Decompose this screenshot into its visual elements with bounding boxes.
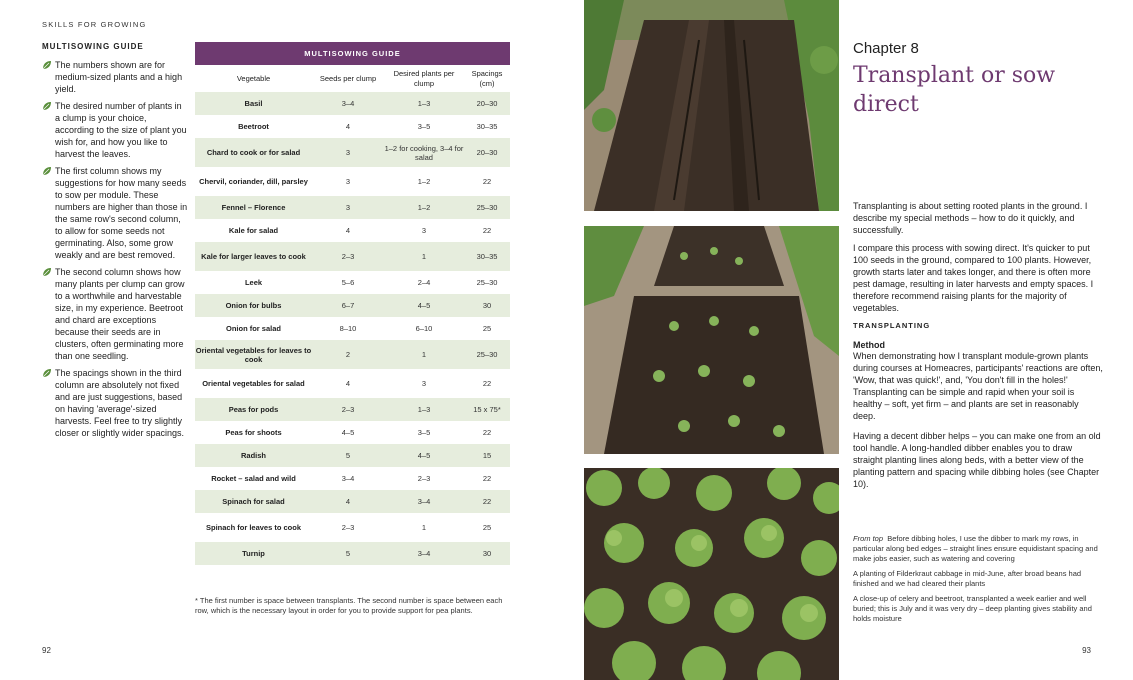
- table: [195, 65, 510, 565]
- caption-text: Before dibbing holes, I use the dibber to mark my rows, in particular along bed edges – straight lines ensure equidistant spacing and make jobs easier, such as watering and covering: [853, 534, 1098, 563]
- cell-vegetable: Oriental vegetables for leaves to cook: [195, 340, 312, 369]
- cell-plants: 3: [421, 379, 427, 388]
- guide-heading: MULTISOWING GUIDE: [42, 42, 144, 51]
- cell-plants: 1: [421, 523, 427, 532]
- running-head: SKILLS FOR GROWING: [42, 20, 147, 29]
- cell-plants: 6–10: [415, 324, 433, 333]
- cell-vegetable: Fennel – Florence: [195, 196, 312, 219]
- cell-plants: 3–4: [384, 542, 464, 565]
- cell-vegetable: Rocket – salad and wild: [211, 474, 296, 483]
- note-text: The first column shows my suggestions for how many seeds to sow per module. These numbers are higher than those in the same row's second column, to allow for some seeds not germinating. Also, some grow weakly and are best removed.: [55, 166, 188, 260]
- note-item: [42, 165, 188, 261]
- cell-vegetable: Leek: [244, 278, 263, 287]
- photo-3-image: [584, 468, 839, 680]
- cell-vegetable: Oriental vegetables for salad: [202, 379, 305, 388]
- leaf-icon: [42, 166, 52, 176]
- page-number: 93: [1082, 646, 1091, 655]
- table-body: [195, 92, 510, 565]
- table-row: [195, 340, 510, 369]
- method-heading: Method: [853, 340, 885, 350]
- cell-plants: 1–2 for cooking, 3–4 for salad: [384, 138, 464, 167]
- cell-seeds: 5: [312, 542, 384, 565]
- cell-plants: 1–2: [417, 177, 431, 186]
- note-text: The spacings shown in the third column are absolutely not fixed and are just suggestions, based on having 'average'-sized harvests. Feel free to try slightly closer or slightly wider spacings.: [55, 368, 185, 438]
- cell-spacing: 22: [482, 226, 492, 235]
- note-text: The desired number of plants in a clump is your choice, according to the size of plant you wish for, and how you like to harvest the leaves.: [55, 101, 187, 159]
- table-row: [195, 513, 510, 542]
- table-row: [195, 219, 510, 242]
- cell-spacing: 30: [464, 294, 510, 317]
- cell-vegetable: Onion for bulbs: [195, 294, 312, 317]
- cell-vegetable: Turnip: [195, 542, 312, 565]
- table-row: [195, 444, 510, 467]
- cell-seeds: 3–4: [312, 92, 384, 115]
- cell-plants: 3–4: [384, 490, 464, 513]
- table-row: [195, 542, 510, 565]
- note-item: [42, 266, 188, 362]
- table-row: [195, 294, 510, 317]
- cell-seeds: 2–3: [312, 398, 384, 421]
- cell-spacing: 20–30: [464, 138, 510, 167]
- cell-vegetable: Spinach for leaves to cook: [205, 523, 302, 532]
- photo-1-image: [584, 0, 839, 211]
- left-page: [0, 0, 566, 680]
- cell-plants: 1: [384, 340, 464, 369]
- table-row: [195, 196, 510, 219]
- cell-plants: 2–4: [417, 278, 431, 287]
- caption: A planting of Filderkraut cabbage in mid-June, after broad beans had finished and we had cleared their plants: [853, 569, 1082, 588]
- cell-spacing: 22: [482, 474, 492, 483]
- cell-vegetable: Spinach for salad: [195, 490, 312, 513]
- cell-plants: 4–5: [384, 444, 464, 467]
- leaf-icon: [42, 267, 52, 277]
- caption-lead: From top: [853, 534, 884, 543]
- note-item: [42, 367, 188, 439]
- cell-vegetable: Kale for larger leaves to cook: [195, 242, 312, 271]
- cell-seeds: 4: [312, 490, 384, 513]
- cell-spacing: 25–30: [464, 196, 510, 219]
- table-row: [195, 490, 510, 513]
- table-row: [195, 167, 510, 196]
- note-item: [42, 59, 188, 95]
- caption: [853, 534, 1103, 564]
- cell-plants: 4–5: [384, 294, 464, 317]
- cell-plants: 2–3: [417, 474, 431, 483]
- cell-seeds: 4: [345, 379, 351, 388]
- table-header-row: [195, 65, 510, 92]
- leaf-icon: [42, 101, 52, 111]
- cell-seeds: 2: [312, 340, 384, 369]
- cell-plants: 1: [384, 242, 464, 271]
- cell-seeds: 4: [345, 122, 351, 131]
- cell-plants: 1–3: [384, 92, 464, 115]
- right-page: [566, 0, 1133, 680]
- note-text: The numbers shown are for medium-sized plants and a high yield.: [55, 60, 183, 94]
- cell-vegetable: Peas for pods: [195, 398, 312, 421]
- cell-seeds: 6–7: [312, 294, 384, 317]
- cell-seeds: 5: [312, 444, 384, 467]
- table-row: [195, 398, 510, 421]
- caption: A close-up of celery and beetroot, transplanted a week earlier and well buried; this is July and it was very dry – deep planting gives stability and holds moisture: [853, 594, 1092, 623]
- cell-vegetable: Peas for shoots: [225, 428, 282, 437]
- cell-seeds: 3–4: [341, 474, 355, 483]
- cell-spacing: 15: [464, 444, 510, 467]
- cell-spacing: 30–35: [476, 122, 498, 131]
- table-row: [195, 271, 510, 294]
- chapter-label: Chapter 8: [853, 40, 919, 57]
- photo-cabbage-planting: [584, 226, 839, 454]
- cell-plants: 1–2: [384, 196, 464, 219]
- cell-spacing: 30: [464, 542, 510, 565]
- cell-spacing: 20–30: [464, 92, 510, 115]
- cell-spacing: 25: [482, 523, 492, 532]
- cell-seeds: 4: [345, 226, 351, 235]
- cell-spacing: 22: [482, 177, 492, 186]
- leaf-icon: [42, 368, 52, 378]
- cell-plants: 3–5: [417, 428, 431, 437]
- cell-seeds: 8–10: [339, 324, 357, 333]
- photo-celery-beetroot: [584, 468, 839, 680]
- cell-vegetable: Onion for salad: [225, 324, 281, 333]
- table-row: [195, 421, 510, 444]
- cell-seeds: 4–5: [341, 428, 355, 437]
- notes-list: [42, 59, 188, 444]
- column-header: Spacings (cm): [471, 68, 503, 88]
- column-header: Desired plants per clump: [393, 68, 455, 88]
- multisowing-table: [195, 42, 510, 565]
- note-text: The second column shows how many plants per clump can grow to a worthwhile and harvestable size, in my experience. Beetroot and chard are exceptions because their seeds are in clusters, often germinating more than one seedling.: [55, 267, 185, 361]
- cell-spacing: 25–30: [476, 278, 498, 287]
- cell-spacing: 22: [464, 490, 510, 513]
- cell-spacing: 25: [482, 324, 492, 333]
- page-number: 92: [42, 646, 51, 655]
- cell-vegetable: Radish: [195, 444, 312, 467]
- table-row: [195, 467, 510, 490]
- cell-seeds: 3: [312, 196, 384, 219]
- table-row: [195, 92, 510, 115]
- cell-spacing: 30–35: [464, 242, 510, 271]
- cell-vegetable: Chard to cook or for salad: [195, 138, 312, 167]
- section-heading: TRANSPLANTING: [853, 321, 931, 330]
- cell-spacing: 22: [482, 428, 492, 437]
- intro-paragraph: I compare this process with sowing direct. It's quicker to put 100 seeds in the ground, compared to 100 plants. However, growth starts later and takes longer, and there is often more pest damage, resulting in later harvests and empty spaces. I therefore recommend raising plants for the majority of vegetables.: [853, 243, 1094, 313]
- cell-vegetable: Chervil, coriander, dill, parsley: [199, 177, 308, 186]
- table-title: MULTISOWING GUIDE: [195, 42, 510, 65]
- table-row: [195, 317, 510, 340]
- cell-spacing: 15 x 75*: [464, 398, 510, 421]
- cell-plants: 1–3: [384, 398, 464, 421]
- method-paragraph: Having a decent dibber helps – you can make one from an old tool handle. A long-handled dibber enables you to draw straight planting lines along beds, with a better view of the planting pattern and spacing while dibbing holes (see Chapter 10).: [853, 431, 1101, 489]
- note-item: [42, 100, 188, 160]
- cell-vegetable: Basil: [195, 92, 312, 115]
- cell-seeds: 5–6: [341, 278, 355, 287]
- leaf-icon: [42, 60, 52, 70]
- column-header: Seeds per clump: [319, 73, 377, 83]
- chapter-title: Transplant or sow direct: [853, 63, 1056, 117]
- cell-seeds: 3: [312, 138, 384, 167]
- photo-captions: [853, 534, 1103, 629]
- cell-seeds: 2–3: [312, 242, 384, 271]
- cell-spacing: 22: [482, 379, 492, 388]
- cell-spacing: 25–30: [464, 340, 510, 369]
- intro-paragraph: Transplanting is about setting rooted plants in the ground. I describe my special methods – how to do it quickly, and successfully.: [853, 201, 1088, 235]
- cell-seeds: 2–3: [341, 523, 355, 532]
- cell-plants: 3–5: [417, 122, 431, 131]
- method-paragraph: When demonstrating how I transplant module-grown plants during courses at Homeacres, participants' reactions are often, 'Wow, that was quick!', and, 'You don't fill in the holes!' Transplanting can be simple and rapid when your soil is healthy – soft, yet firm – and plants are set in reasonably deep.: [853, 351, 1103, 421]
- table-row: [195, 138, 510, 167]
- photo-2-image: [584, 226, 839, 454]
- cell-plants: 3: [421, 226, 427, 235]
- cell-seeds: 3: [345, 177, 351, 186]
- table-row: [195, 115, 510, 138]
- table-row: [195, 369, 510, 398]
- table-footnote: * The first number is space between transplants. The second number is space between each row, which is the necessary layout in order for you to provide support for pea plants.: [195, 596, 503, 615]
- cell-vegetable: Beetroot: [238, 122, 269, 131]
- table-row: [195, 242, 510, 271]
- photo-bed-marked-rows: [584, 0, 839, 211]
- cell-vegetable: Kale for salad: [228, 226, 279, 235]
- column-header: Vegetable: [236, 73, 271, 83]
